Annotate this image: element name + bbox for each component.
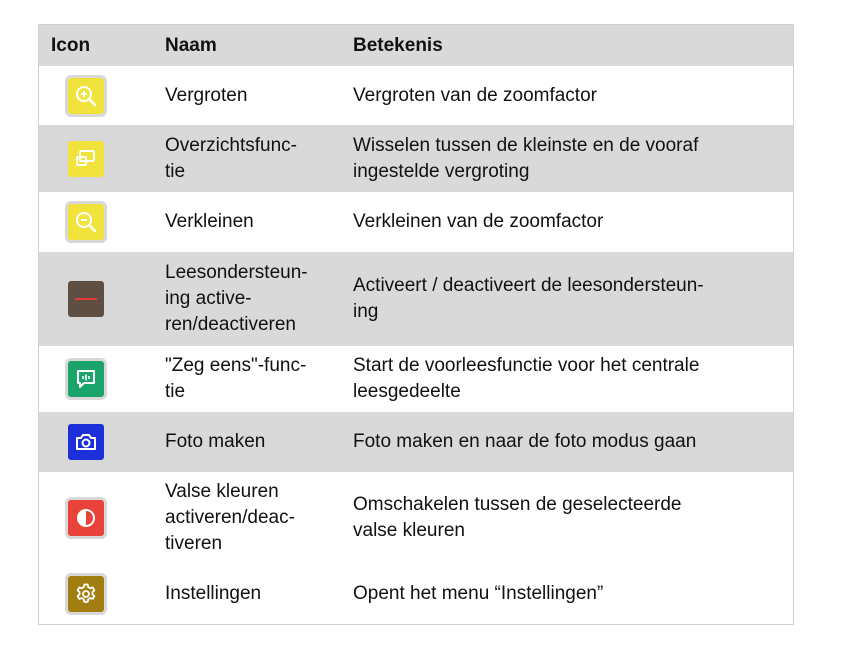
table-row <box>39 472 793 564</box>
row-naam: Foto maken <box>165 431 266 452</box>
row-betekenis: Wisselen tussen de kleinste en de vooraf ingestelde vergroting <box>353 134 699 182</box>
speech-icon <box>65 358 107 400</box>
row-betekenis: Start de voorleesfunctie voor het centrale leesgedeelte <box>353 355 700 402</box>
table-row <box>39 412 793 472</box>
row-naam: "Zeg eens"-func- tie <box>165 355 307 402</box>
table-header <box>39 25 793 66</box>
table-row <box>39 346 793 412</box>
row-betekenis: Omschakelen tussen de geselecteerde valse kleuren <box>353 494 682 541</box>
row-naam: Instellingen <box>165 583 262 604</box>
row-naam: Overzichtsfunc- tie <box>165 134 297 182</box>
camera-icon <box>65 421 107 463</box>
row-betekenis: Foto maken en naar de foto modus gaan <box>353 431 697 452</box>
overview-icon <box>65 138 107 180</box>
header-icon: Icon <box>51 34 91 56</box>
row-naam: Verkleinen <box>165 211 254 232</box>
row-betekenis: Vergroten van de zoomfactor <box>353 84 597 106</box>
row-betekenis: Opent het menu “Instellingen” <box>353 583 604 604</box>
row-naam: Leesondersteun- ing active- ren/deactiveren <box>165 262 308 335</box>
header-naam: Naam <box>165 34 217 56</box>
row-betekenis: Activeert / deactiveert de leesondersteun- ing <box>353 275 704 322</box>
zoom-in-icon <box>65 75 107 117</box>
gear-icon <box>65 573 107 615</box>
table-row <box>39 252 793 346</box>
icon-table <box>38 24 794 625</box>
zoom-out-icon <box>65 201 107 243</box>
contrast-icon <box>65 497 107 539</box>
table-row <box>39 66 793 125</box>
table-row <box>39 125 793 192</box>
row-naam: Vergroten <box>165 84 248 106</box>
header-betekenis: Betekenis <box>353 34 443 56</box>
row-betekenis: Verkleinen van de zoomfactor <box>353 211 604 232</box>
table-row <box>39 564 793 624</box>
table-row <box>39 192 793 252</box>
reading-line-icon <box>65 278 107 320</box>
row-naam: Valse kleuren activeren/deac- tiveren <box>165 481 295 554</box>
